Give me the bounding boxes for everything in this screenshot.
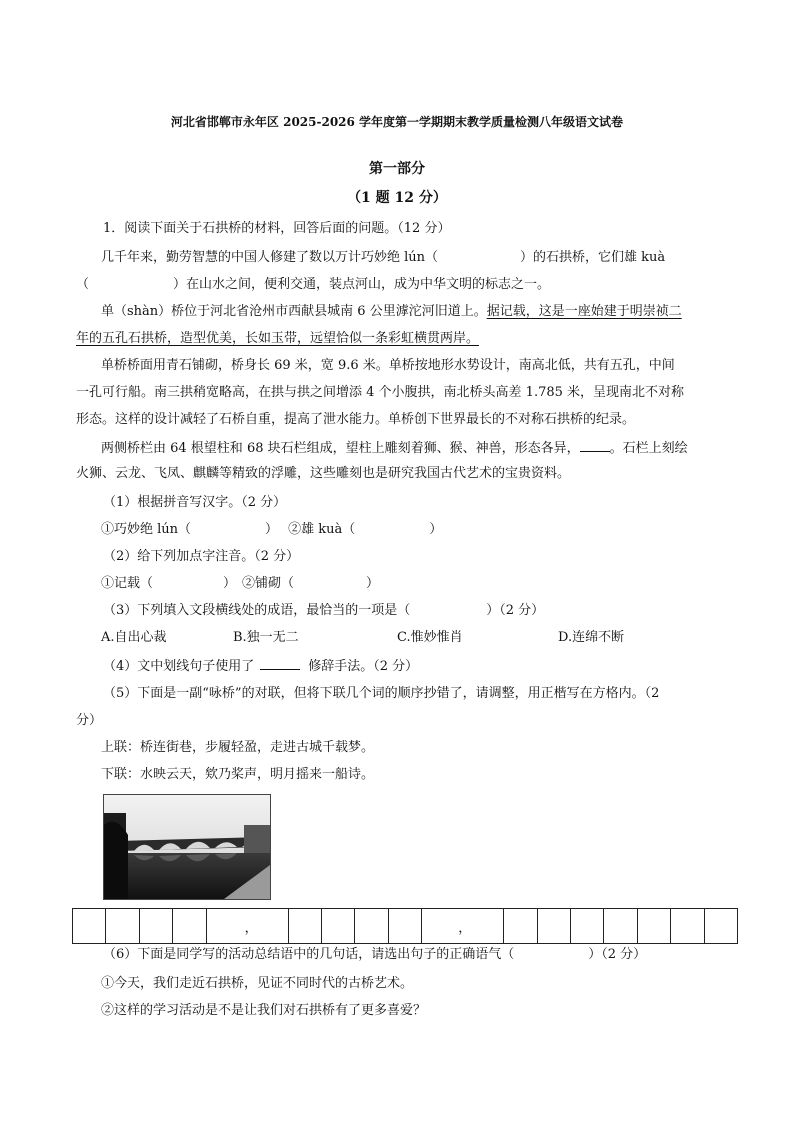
passage-p3-line1: 单桥桥面用青石铺砌，桥身长 69 米，宽 9.6 米。单桥按地形水势设计，南高北低，共有五孔，中间	[101, 358, 675, 373]
underlined-sentence-cont: 年的五孔石拱桥，造型优美，长如玉带，远望恰似一条彩虹横贯两岸。	[76, 331, 480, 346]
couplet-lower: 下联：水映云天，欸乃桨声，明月摇来一船诗。	[101, 767, 375, 782]
passage-p4-line1: 两侧桥栏由 64 根望柱和 68 块石栏组成，望柱上雕刻着狮、猴、神兽，形态各异， 。石栏上刻绘	[101, 441, 688, 456]
answer-cell[interactable]	[322, 909, 355, 943]
couplet-answer-grid[interactable]	[72, 908, 738, 944]
sub1-prompt: （1）根据拼音写汉字。（2 分）	[103, 495, 287, 510]
answer-cell[interactable]	[355, 909, 388, 943]
sub2-answers: ①记载（ ） ②铺砌（ ）	[101, 576, 380, 591]
part-heading: 第一部分	[369, 161, 425, 177]
answer-cell[interactable]	[140, 909, 173, 943]
passage-p4-line2: 火狮、云龙、飞凤、麒麟等精致的浮雕，这些雕刻也是研究我国古代艺术的宝贵资料。	[76, 466, 571, 481]
answer-cell[interactable]	[571, 909, 604, 943]
answer-cell[interactable]	[389, 909, 422, 943]
sub6-prompt: （6）下面是同学写的活动总结语中的几句话，请选出句子的正确语气（ ）（2 分）	[103, 947, 647, 962]
passage-p1-line1: 几千年来，勤劳智慧的中国人修建了数以万计巧妙绝 lún（ ）的石拱桥，它们雄 kuà	[101, 250, 666, 265]
part-score-note: （1 题 12 分）	[347, 190, 447, 206]
passage-p3-line2: 一孔可行船。南三拱稍宽略高，在拱与拱之间增添 4 个小腹拱，南北桥头高差 1.785 米，呈现南北不对称	[76, 385, 685, 400]
couplet-upper: 上联：桥连街巷，步履轻盈，走进古城千载梦。	[101, 740, 375, 755]
answer-cell[interactable]	[504, 909, 537, 943]
sub3-option-c: C.惟妙惟肖	[397, 630, 463, 645]
passage-p1-line2: （ ）在山水之间，便利交通，装点河山，成为中华文明的标志之一。	[76, 277, 551, 292]
answer-cell[interactable]	[106, 909, 139, 943]
bridge-photo	[103, 794, 271, 900]
answer-cell[interactable]	[638, 909, 671, 943]
sub6-sentence-2: ②这样的学习活动是不是让我们对石拱桥有了更多喜爱？	[101, 1003, 427, 1018]
sub5-prompt-cont: 分）	[76, 713, 103, 728]
answer-cell[interactable]	[289, 909, 322, 943]
exam-title: 河北省邯郸市永年区 2025-2026 学年度第一学期期末教学质量检测八年级语文试卷	[170, 115, 624, 129]
sub4-prompt: （4）文中划线句子使用了 修辞手法。（2 分）	[103, 659, 419, 674]
question-1-stem: 1．阅读下面关于石拱桥的材料，回答后面的问题。（12 分）	[103, 221, 451, 236]
sub3-prompt: （3）下列填入文段横线处的成语，最恰当的一项是（ ）（2 分）	[103, 603, 545, 618]
underlined-sentence: 据记载，这是一座始建于明崇祯二	[486, 304, 682, 319]
answer-cell-comma[interactable]: ，	[422, 909, 504, 943]
stone-arch-bridge-image	[104, 795, 270, 899]
passage-p3-line3: 形态。这样的设计减轻了石桥自重，提高了泄水能力。单桥创下世界最长的不对称石拱桥的纪录。	[76, 412, 636, 427]
sub3-option-d: D.连绵不断	[558, 630, 625, 645]
answer-cell[interactable]	[173, 909, 206, 943]
answer-cell[interactable]	[604, 909, 637, 943]
sub3-option-a: A.自出心裁	[101, 630, 167, 645]
passage-p2-line1: 单（shàn）桥位于河北省沧州市西献县城南 6 公里滹沱河旧道上。据记载，这是一座始建于明崇祯二	[101, 304, 682, 319]
sub2-prompt: （2）给下列加点字注音。（2 分）	[103, 549, 300, 564]
sub3-option-b: B.独一无二	[233, 630, 299, 645]
passage-p2-line2	[76, 331, 479, 347]
idiom-blank	[580, 439, 610, 452]
answer-cell[interactable]	[73, 909, 106, 943]
rhetoric-blank	[260, 657, 300, 670]
sub6-sentence-1: ①今天，我们走近石拱桥，见证不同时代的古桥艺术。	[101, 976, 414, 991]
sub1-answers: ①巧妙绝 lún（ ） ②雄 kuà（ ）	[101, 522, 443, 537]
sub5-prompt: （5）下面是一副“咏桥”的对联，但将下联几个词的顺序抄错了，请调整，用正楷写在方格内。（2	[103, 686, 660, 701]
answer-cell[interactable]	[671, 909, 704, 943]
answer-cell[interactable]	[705, 909, 737, 943]
answer-cell-comma[interactable]: ，	[207, 909, 289, 943]
answer-cell[interactable]	[538, 909, 571, 943]
